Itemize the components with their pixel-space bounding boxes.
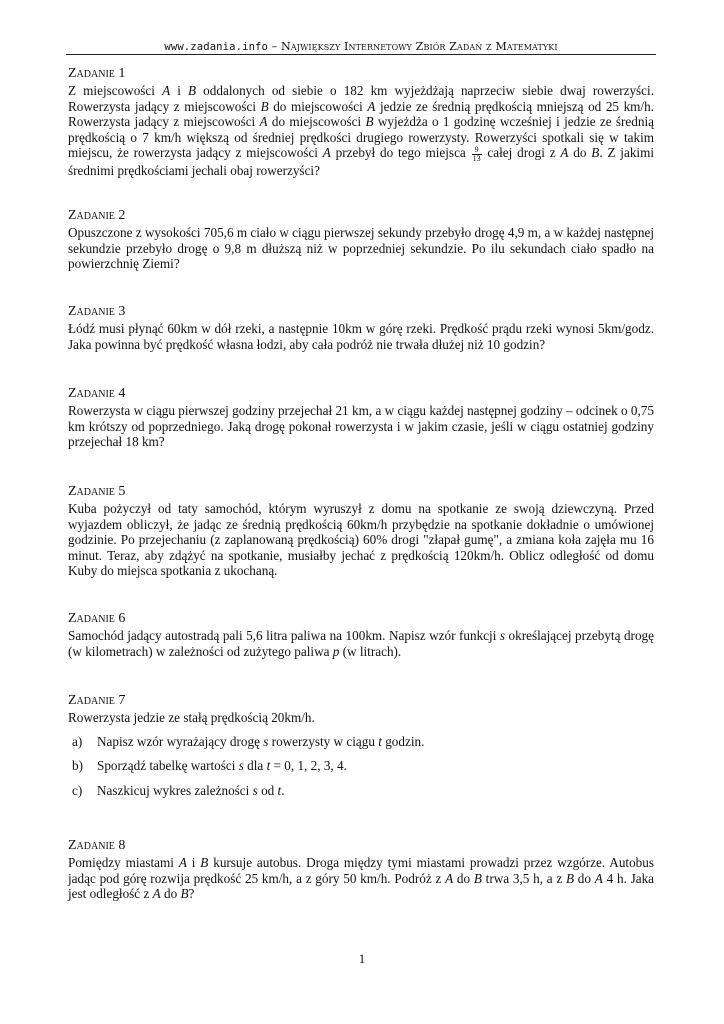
var: p xyxy=(332,643,340,659)
var: B xyxy=(188,83,197,98)
list-item xyxy=(68,783,654,799)
var: A xyxy=(152,886,161,902)
header-separator: – xyxy=(268,40,282,53)
task-7 xyxy=(68,693,654,807)
task-text: Rowerzysta w ciągu pierwszej godziny przejechał 21 km, a w ciągu każdej następnej godziny – odcinek o 0,75 km krótszy od poprzedniego. Jaką drogę pokonał rowerzysta i w jakim czasie, jeśli w ciągu ostatniej godziny przejechał 18 km? xyxy=(68,403,654,450)
var: B xyxy=(565,870,575,886)
text-run: do xyxy=(574,870,595,886)
fraction-numerator: 9 xyxy=(472,146,482,155)
task-1 xyxy=(68,66,654,178)
task-5 xyxy=(68,484,654,579)
text-run: oddalonych od siebie o 182 km wyjeżdżają naprzeciw siebie dwaj rowerzyści. Rowerzysta jadący z miejscowości xyxy=(68,83,654,114)
page-header xyxy=(66,40,656,53)
task-text: Rowerzysta jedzie ze stałą prędkością 20km/h. xyxy=(68,710,315,725)
task-3 xyxy=(68,304,654,352)
var: A xyxy=(178,855,187,870)
text-run: = 0, 1, 2, 3, 4. xyxy=(270,758,347,774)
var: B xyxy=(260,98,269,114)
text-run: Napisz wzór wyrażający drogę xyxy=(97,733,264,749)
var: B xyxy=(473,870,482,886)
subtask-list xyxy=(68,734,654,799)
text-run: (w litrach). xyxy=(339,643,402,659)
text-run: Pomiędzy miastami xyxy=(68,855,179,870)
var: s xyxy=(499,628,506,643)
text-run: do xyxy=(160,886,181,902)
var: A xyxy=(594,870,603,886)
task-title: Zadanie 4 xyxy=(68,386,126,401)
text-run: Sporządź tabelkę wartości xyxy=(97,758,239,774)
list-item-label: b) xyxy=(72,758,83,774)
text-run: ? xyxy=(188,886,195,902)
task-title: Zadanie 7 xyxy=(68,693,126,708)
task-title: Zadanie 1 xyxy=(68,66,126,81)
var: t xyxy=(378,733,382,749)
text-run: do xyxy=(568,145,592,161)
header-title: Największy Internetowy Zbiór Zadań z Matematyki xyxy=(281,40,558,53)
text-run: Naszkicuj wykres zależności xyxy=(97,782,253,798)
page-number: 1 xyxy=(358,951,366,966)
list-item xyxy=(68,734,654,750)
text-run: i xyxy=(186,855,201,870)
var: B xyxy=(200,855,209,870)
task-2 xyxy=(68,208,654,272)
text-run: wyjeżdża o 1 godzinę wcześniej i jedzie ze średnią prędkością o 7 km/h większą od średniej prędkości drugiego rowerzysty. Rowerzyści spotkali się w takim miejscu, że rowerzysta jadący z miejscowości xyxy=(68,114,654,161)
text-run: jedzie ze średnią prędkością mniejszą od 25 km/h. Rowerzysta jadący z miejscowości xyxy=(68,98,654,130)
var: B xyxy=(180,886,189,902)
site-url[interactable]: www.zadania.info xyxy=(164,41,269,53)
text-run: . Z jakimi średnimi prędkościami jechali obaj rowerzyści? xyxy=(68,145,655,178)
list-item xyxy=(68,758,654,774)
text-run: określającej przebytą drogę (w kilometrach) w zależności od zużytego paliwa xyxy=(68,628,654,659)
text-run: Samochód jadący autostradą pali 5,6 litra paliwa na 100km. Napisz wzór funkcji xyxy=(68,628,500,643)
text-run: i xyxy=(170,83,189,98)
task-title: Zadanie 3 xyxy=(68,304,126,319)
text-run: godzin. xyxy=(381,733,425,749)
text-run: do miejscowości xyxy=(267,114,366,130)
task-text: Kuba pożyczył od taty samochód, którym wyruszył z domu na spotkanie ze swoją dziewczyną. Przed wyjazdem obliczył, że jadąc ze średnią prędkością 60km/h przybędzie na spotkanie dokładnie o umówionej godzinie. Po przejechaniu (z zaplanowaną prędkością) 60% drogi "złapał gumę", a zmiana koła zajęła mu 16 minut. Teraz, aby zdążyć na spotkanie, musiałby jechać z prędkością 120km/h. Oblicz odległość od domu Kuby do miejsca spotkania z ukochaną. xyxy=(68,501,654,579)
text-run: Z miejscowości xyxy=(68,83,163,98)
var: B xyxy=(365,114,374,130)
fraction-denominator: 13 xyxy=(472,153,481,163)
var: A xyxy=(367,98,376,114)
var: t xyxy=(277,782,282,798)
task-text: Opuszczone z wysokości 705,6 m ciało w ciągu pierwszej sekundy przebyło drogę 4,9 m, a w każdej następnej sekundzie przebyło drogę o 9,8 m dłuższą niż w poprzedniej sekundzie. Po ilu sekundach ciało spadło na powierzchnię Ziemi? xyxy=(68,225,654,272)
var: s xyxy=(252,782,258,798)
task-title: Zadanie 5 xyxy=(68,484,126,499)
text-run: dla xyxy=(243,758,267,774)
var: s xyxy=(263,733,269,749)
var: A xyxy=(322,145,331,161)
var: A xyxy=(445,870,454,886)
task-text xyxy=(68,83,654,178)
var: B xyxy=(591,145,600,161)
text-run: trwa 3,5 h, a z xyxy=(481,870,566,886)
task-8 xyxy=(68,838,654,902)
header-rule xyxy=(66,54,656,55)
list-item-label: a) xyxy=(72,733,83,749)
task-4 xyxy=(68,386,654,450)
var: s xyxy=(238,758,244,774)
var: A xyxy=(259,114,268,130)
text-run: do miejscowości xyxy=(268,98,368,114)
task-text xyxy=(68,855,654,902)
text-run: . xyxy=(281,782,285,798)
task-text xyxy=(68,628,654,659)
task-title: Zadanie 6 xyxy=(68,611,126,626)
text-run: całej drogi z xyxy=(482,145,561,161)
fraction xyxy=(472,146,482,163)
list-item-label: c) xyxy=(72,782,83,798)
text-run: 4 h. Jaka jest odległość z xyxy=(68,870,655,902)
text-run: przebył do tego miejsca xyxy=(330,145,471,161)
task-6 xyxy=(68,611,654,659)
task-text: Łódź musi płynąć 60km w dół rzeki, a następnie 10km w górę rzeki. Prędkość prądu rzeki wynosi 5km/godz. Jaka powinna być prędkość własna łodzi, aby cała podróż nie trwała dłużej niż 10 godzin? xyxy=(68,321,654,352)
text-run: od xyxy=(257,782,278,798)
text-run: rowerzysty w ciągu xyxy=(268,733,379,749)
text-run: kursuje autobus. Droga między tymi miastami prowadzi przez wzgórze. Autobus jadąc pod górę rozwija prędkość 25 km/h, a z góry 50 km/h. Podróż z xyxy=(68,855,654,886)
var: t xyxy=(266,758,271,774)
text-run: do xyxy=(453,870,474,886)
task-title: Zadanie 2 xyxy=(68,208,126,223)
var: A xyxy=(560,145,569,161)
task-title: Zadanie 8 xyxy=(68,838,126,853)
var: A xyxy=(162,83,171,98)
